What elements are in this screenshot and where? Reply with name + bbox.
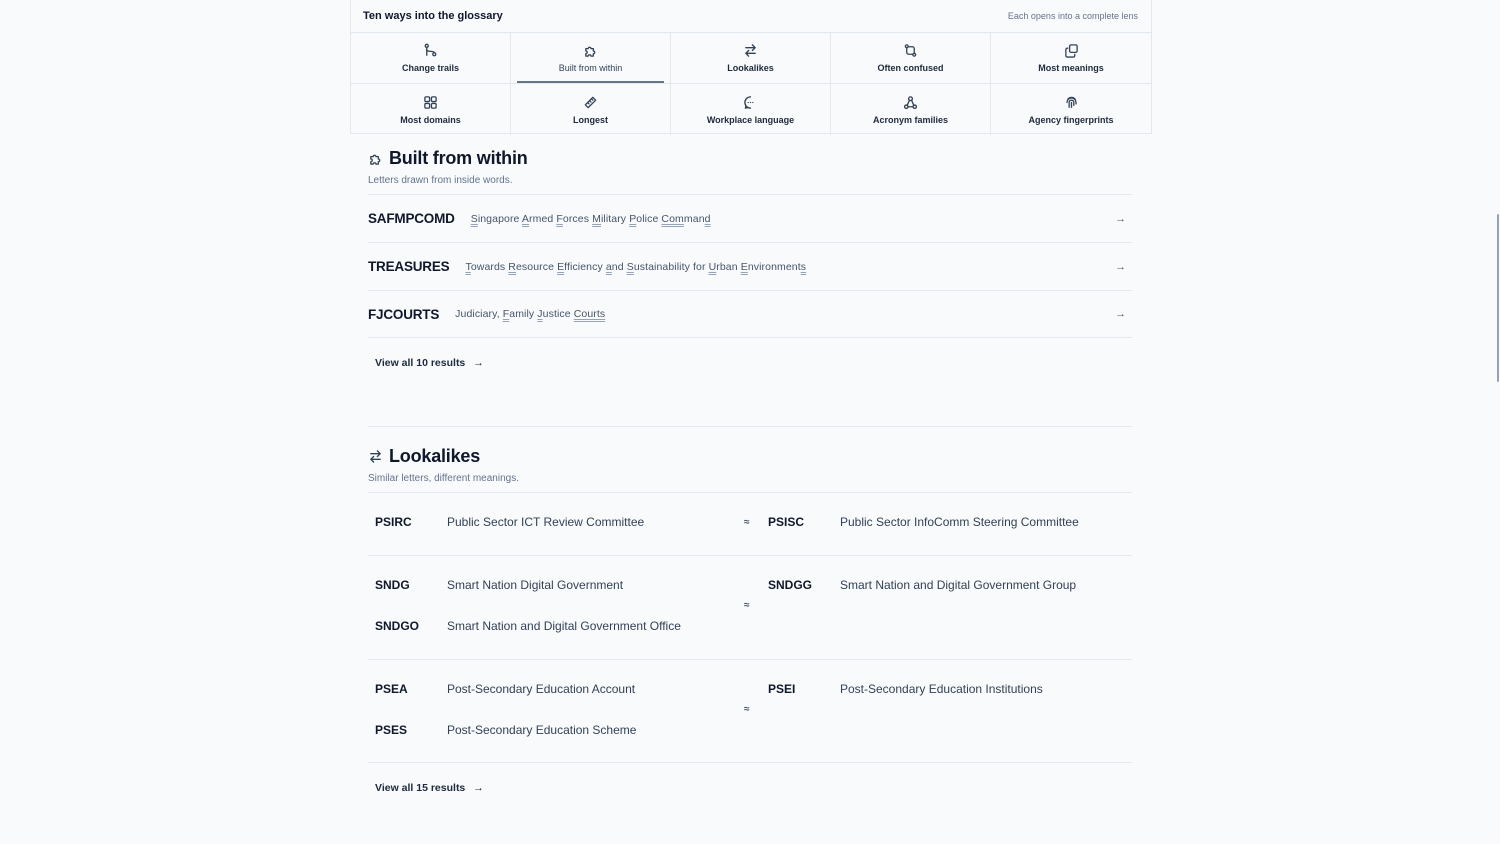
swap-arrows-icon xyxy=(743,43,758,58)
meaning: Smart Nation and Digital Government Office xyxy=(447,618,681,633)
copy-stack-icon xyxy=(1064,43,1079,58)
swap-arrows-icon xyxy=(368,449,383,464)
pair-right xyxy=(768,501,1079,542)
view-all-button[interactable] xyxy=(375,357,484,369)
lens-label: Agency fingerprints xyxy=(1028,114,1114,125)
acronym: PSIRC xyxy=(375,514,412,529)
ruler-icon xyxy=(583,95,598,110)
acronym: PSEA xyxy=(375,681,408,696)
expansion: Singapore Armed Forces Military Police Command xyxy=(470,212,711,225)
meaning: Post-Secondary Education Scheme xyxy=(447,722,637,737)
arrow-right-icon: → xyxy=(1115,212,1126,225)
chat-bubble-icon xyxy=(743,95,758,110)
lookalike-pair[interactable] xyxy=(368,659,1132,763)
section-header xyxy=(368,148,1132,169)
lens-label: Most meanings xyxy=(1038,63,1104,73)
lens-change-trails[interactable] xyxy=(351,33,511,84)
lens-acronym-families[interactable] xyxy=(831,84,991,135)
puzzle-icon xyxy=(583,43,598,58)
lens-label: Acronym families xyxy=(872,114,949,125)
grid-icon xyxy=(423,95,438,110)
acronym: FJCOURTS xyxy=(368,306,440,322)
acronym: SNDGO xyxy=(375,618,420,633)
lens-grid xyxy=(351,33,1151,135)
pair-left xyxy=(375,501,644,542)
lens-label: Lookalikes xyxy=(727,63,774,73)
lens-workplace-language[interactable] xyxy=(671,84,831,135)
view-all-label: View all 10 results xyxy=(375,357,466,369)
lens-card-header xyxy=(351,0,1151,33)
pair-left xyxy=(375,668,636,750)
lens-card xyxy=(350,0,1152,134)
lens-label: Built from within xyxy=(558,63,623,73)
lens-label: Longest xyxy=(573,114,608,125)
lookalike-pair[interactable] xyxy=(368,555,1132,659)
meaning: Post-Secondary Education Account xyxy=(447,681,636,696)
acronym: PSISC xyxy=(768,514,805,529)
meaning: Public Sector ICT Review Committee xyxy=(447,514,645,529)
acronym: SAFMPCOMD xyxy=(368,211,455,226)
acronym: SNDG xyxy=(375,577,410,592)
acronym: TREASURES xyxy=(368,259,450,274)
term xyxy=(768,564,1076,605)
lens-often-confused[interactable] xyxy=(831,33,991,84)
git-compare-icon xyxy=(903,43,918,58)
meaning: Smart Nation Digital Government xyxy=(447,577,624,592)
lens-most-meanings[interactable] xyxy=(991,33,1151,84)
approx-icon: ≈ xyxy=(744,704,750,715)
list-item[interactable] xyxy=(368,194,1132,242)
term xyxy=(375,605,681,646)
meaning: Public Sector InfoComm Steering Committee xyxy=(840,514,1079,529)
view-all-label: View all 15 results xyxy=(375,782,466,794)
lens-label: Change trails xyxy=(401,63,459,73)
lens-built-from-within[interactable] xyxy=(511,33,671,84)
term xyxy=(375,501,644,542)
term xyxy=(768,501,1079,542)
section-header xyxy=(368,446,1132,467)
term xyxy=(375,668,636,709)
list-item[interactable] xyxy=(368,242,1132,290)
hierarchy-icon xyxy=(903,95,918,110)
section-title: Built from within xyxy=(389,148,528,168)
puzzle-icon xyxy=(368,151,383,166)
meaning: Post-Secondary Education Institutions xyxy=(840,681,1043,696)
section-divider xyxy=(368,426,1132,427)
arrow-right-icon: → xyxy=(1115,260,1126,273)
section-title: Lookalikes xyxy=(389,446,481,466)
git-branch-icon xyxy=(423,43,438,58)
built-from-within-section xyxy=(368,148,1132,371)
lens-card-title: Ten ways into the glossary xyxy=(363,10,503,22)
pair-right xyxy=(768,668,1043,709)
term xyxy=(375,709,636,750)
acronym: SNDGG xyxy=(768,577,813,592)
lens-label: Workplace language xyxy=(706,114,795,125)
approx-icon: ≈ xyxy=(744,517,750,528)
approx-icon: ≈ xyxy=(744,600,750,611)
pair-left xyxy=(375,564,681,646)
expansion: Judiciary, Family Justice Courts xyxy=(455,308,606,320)
lens-lookalikes[interactable] xyxy=(671,33,831,84)
lookalike-pair[interactable] xyxy=(368,492,1132,555)
lens-label: Often confused xyxy=(877,63,944,73)
pair-right xyxy=(768,564,1076,605)
fingerprint-icon xyxy=(1064,95,1079,110)
arrow-right-icon: → xyxy=(473,357,484,369)
built-from-within-list xyxy=(368,194,1132,338)
arrow-right-icon: → xyxy=(473,782,484,794)
lens-card-note: Each opens into a complete lens xyxy=(1007,11,1138,21)
lens-longest[interactable] xyxy=(511,84,671,135)
section-subtitle: Letters drawn from inside words. xyxy=(368,175,513,186)
lens-most-domains[interactable] xyxy=(351,84,511,135)
lookalikes-section xyxy=(368,446,1132,796)
section-subtitle: Similar letters, different meanings. xyxy=(368,473,519,484)
scrollbar-thumb[interactable] xyxy=(1497,214,1499,382)
acronym: PSEI xyxy=(768,681,796,696)
arrow-right-icon: → xyxy=(1115,308,1126,320)
lookalike-pairs xyxy=(368,492,1132,763)
list-item[interactable] xyxy=(368,290,1132,338)
expansion: Towards Resource Efficiency and Sustainability for Urban Environments xyxy=(465,260,807,273)
meaning: Smart Nation and Digital Government Group xyxy=(840,577,1077,592)
lens-label: Most domains xyxy=(400,114,461,125)
term xyxy=(768,668,1043,709)
term xyxy=(375,564,681,605)
lens-agency-fingerprints[interactable] xyxy=(991,84,1151,135)
view-all-button[interactable] xyxy=(375,782,484,794)
acronym: PSES xyxy=(375,722,408,737)
